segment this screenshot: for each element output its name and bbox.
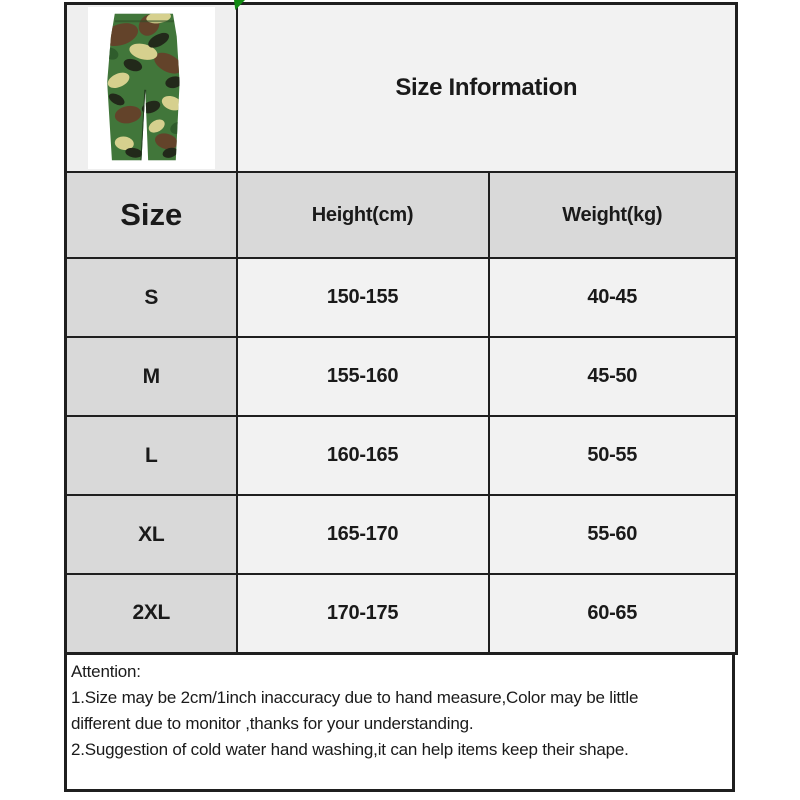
column-header-weight: Weight(kg): [489, 172, 737, 258]
product-photo-frame: [88, 7, 215, 169]
size-label: 2XL: [66, 574, 237, 653]
size-label: S: [66, 258, 237, 337]
table-row-m: [66, 337, 737, 416]
attention-title: Attention:: [71, 661, 141, 681]
size-label: XL: [66, 495, 237, 574]
column-header-row: [66, 172, 737, 258]
camouflage-pants-image: [90, 7, 212, 167]
weight-value: 45-50: [489, 337, 737, 416]
table-row-2xl: [66, 574, 737, 653]
height-value: 165-170: [237, 495, 489, 574]
weight-value: 50-55: [489, 416, 737, 495]
page-title: Size Information: [395, 74, 578, 101]
size-label: M: [66, 337, 237, 416]
column-header-height: Height(cm): [237, 172, 489, 258]
size-information-title-cell: [237, 4, 737, 173]
table-row-l: [66, 416, 737, 495]
height-value: 160-165: [237, 416, 489, 495]
size-label: L: [66, 416, 237, 495]
column-header-size: Size: [66, 172, 237, 258]
height-value: 155-160: [237, 337, 489, 416]
weight-value: 60-65: [489, 574, 737, 653]
attention-line-2: different due to monitor ,thanks for your understanding.: [71, 713, 474, 733]
product-image-cell: [66, 4, 237, 173]
table-row-s: [66, 258, 737, 337]
size-chart-container: [64, 2, 735, 792]
height-value: 150-155: [237, 258, 489, 337]
height-value: 170-175: [237, 574, 489, 653]
camo-pattern: [90, 8, 212, 166]
weight-value: 40-45: [489, 258, 737, 337]
size-table: [64, 2, 738, 655]
table-row-xl: [66, 495, 737, 574]
attention-line-3: 2.Suggestion of cold water hand washing,it can help items keep their shape.: [71, 739, 629, 759]
attention-line-1: 1.Size may be 2cm/1inch inaccuracy due to hand measure,Color may be little: [71, 687, 639, 707]
top-row: [66, 4, 737, 173]
attention-note: [64, 655, 735, 792]
weight-value: 55-60: [489, 495, 737, 574]
